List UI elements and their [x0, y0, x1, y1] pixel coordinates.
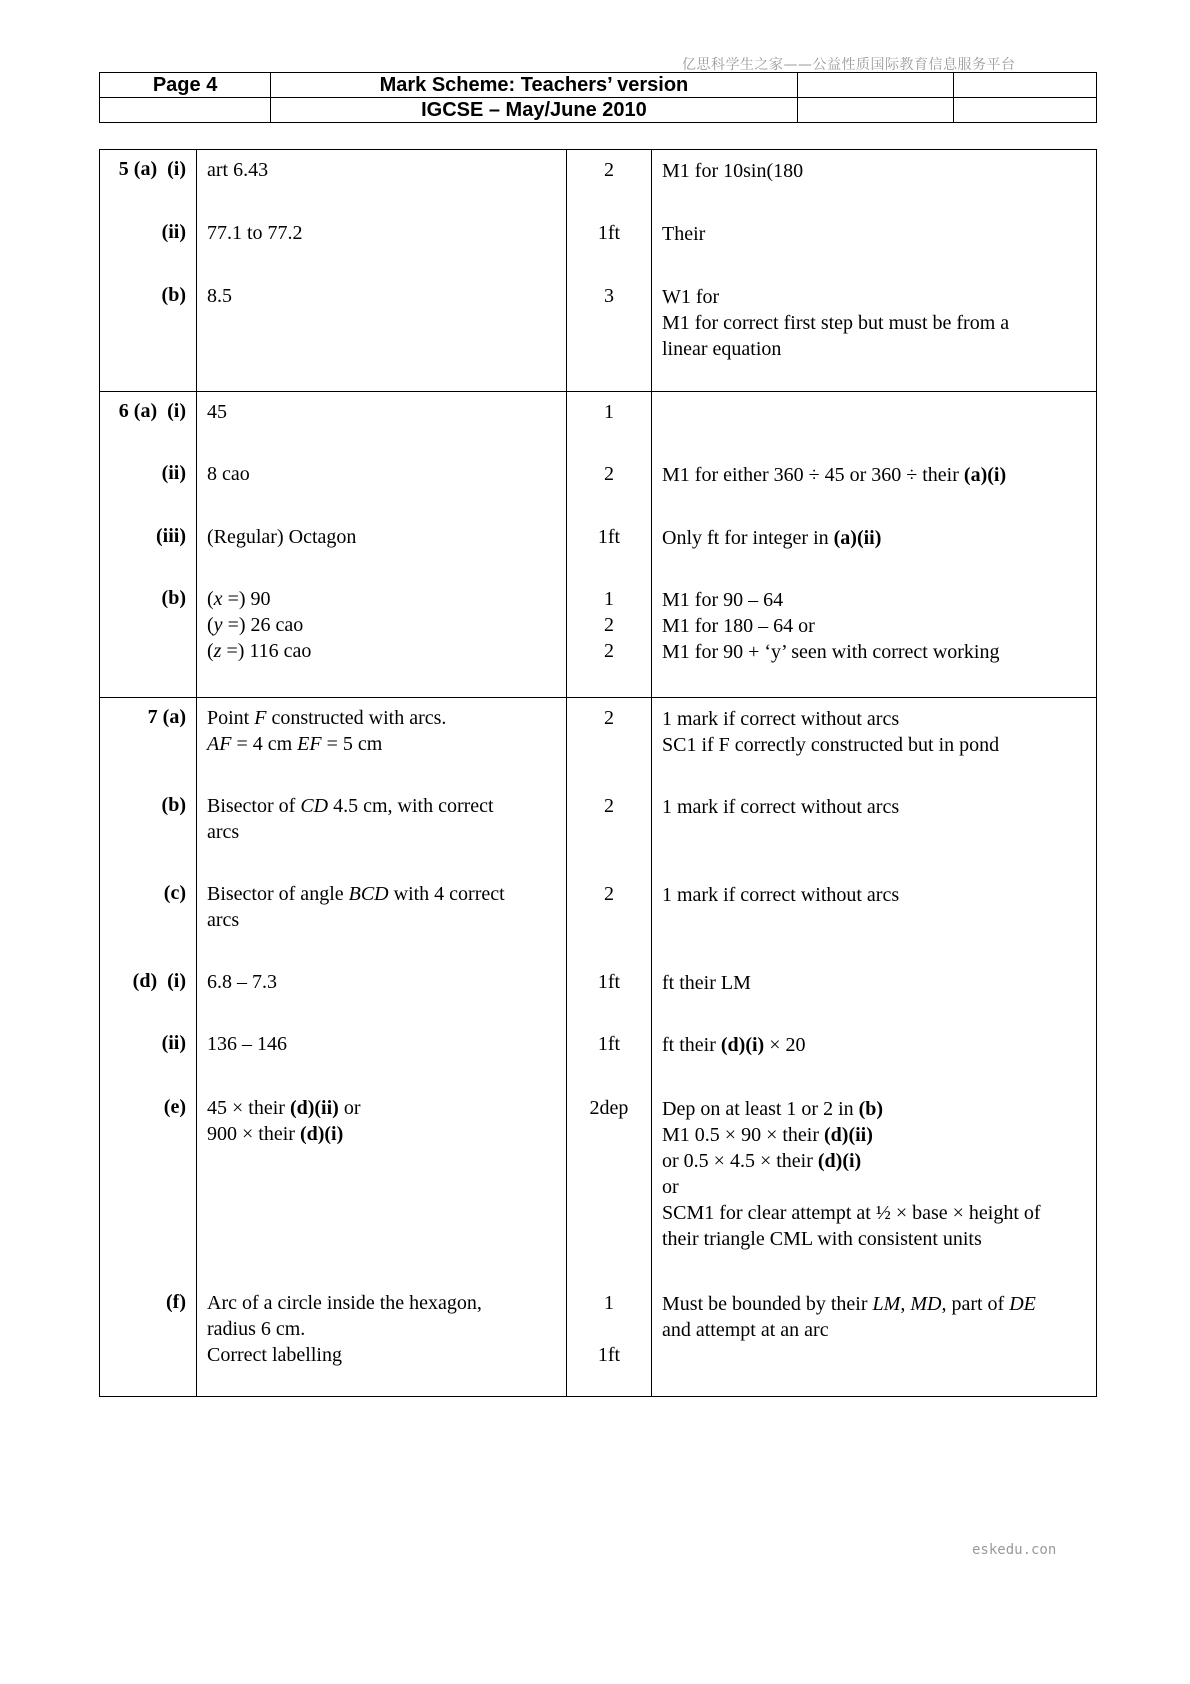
question-label-column	[100, 698, 197, 1397]
guidance-text: M1 for either 360 ÷ 45 or 360 ÷ their (a)(i)	[662, 464, 1007, 486]
marks-column	[567, 150, 652, 392]
answer-text: 136 – 146	[207, 1033, 287, 1055]
guidance-text: Must be bounded by their LM, MD, part of DE and attempt at an arc	[662, 1293, 1036, 1341]
question-label: (d) (i)	[132, 970, 186, 992]
header-blank-cell	[953, 98, 1096, 123]
question-label: (f)	[166, 1291, 186, 1313]
guidance-text: ft their LM	[662, 972, 751, 994]
guidance-text: 1 mark if correct without arcs	[662, 884, 900, 906]
question-label: (iii)	[156, 525, 186, 547]
mark-value: 2	[604, 883, 614, 905]
answer-column	[197, 392, 567, 698]
question-label: 5 (a) (i)	[118, 158, 186, 180]
mark-value: 1	[604, 401, 614, 423]
header-blank-cell	[100, 98, 271, 123]
guidance-text: Only ft for integer in (a)(ii)	[662, 527, 882, 549]
mark-value: 1	[604, 1292, 614, 1314]
header-title: Mark Scheme: Teachers’ version	[271, 73, 798, 98]
mark-value: 1ft	[597, 971, 621, 993]
answer-text: 77.1 to 77.2	[207, 222, 303, 244]
mark-value: 1 2 2	[604, 588, 614, 662]
answer-text: (Regular) Octagon	[207, 526, 357, 548]
guidance-text: Dep on at least 1 or 2 in (b) M1 0.5 × 90 × their (d)(ii) or 0.5 × 4.5 × their (d)(i) or SCM1 for clear attempt at ½ × base × height of their triangle CML with consistent units	[662, 1098, 1041, 1250]
mark-value: 1ft	[597, 222, 621, 244]
mark-value: 2	[604, 707, 614, 729]
guidance-text: Their	[662, 223, 706, 245]
mark-scheme-table	[99, 149, 1097, 1397]
answer-text: Arc of a circle inside the hexagon, radius 6 cm. Correct labelling	[207, 1292, 482, 1366]
guidance-line: M1 for correct first step but must be from a	[662, 312, 1010, 334]
header-blank-cell	[797, 73, 953, 98]
answer-text: 6.8 – 7.3	[207, 971, 277, 993]
guidance-text	[662, 587, 1090, 665]
question-label: (b)	[161, 587, 186, 609]
mark-value: 2	[604, 159, 614, 181]
answer-text: Bisector of angle BCD with 4 correct arcs	[207, 883, 505, 931]
header-blank-cell	[953, 73, 1096, 98]
answer-line: (y =) 26 cao	[207, 614, 304, 636]
guidance-text: 1 mark if correct without arcs	[662, 796, 900, 818]
answer-text: Point F constructed with arcs. AF = 4 cm EF = 5 cm	[207, 707, 447, 755]
mark-value: 2	[604, 463, 614, 485]
guidance-text: M1 for 10sin(180	[662, 160, 804, 182]
guidance-text	[662, 284, 1090, 362]
mark-value: 1ft	[597, 1344, 621, 1366]
answer-line: (x =) 90	[207, 588, 271, 610]
guidance-line: W1 for	[662, 286, 720, 308]
question-label-column	[100, 392, 197, 698]
answer-text: 8.5	[207, 285, 232, 307]
watermark-bottom: eskedu.con	[972, 1542, 1057, 1558]
mark-value: 1ft	[597, 526, 621, 548]
question-label: (c)	[163, 882, 186, 904]
guidance-line: M1 for 180 – 64 or	[662, 615, 815, 637]
question-label: (ii)	[161, 462, 186, 484]
guidance-column	[652, 392, 1097, 698]
guidance-line: M1 for 90 + ‘y’ seen with correct working	[662, 641, 1000, 663]
watermark-top: 亿思科学生之家——公益性质国际教育信息服务平台	[682, 57, 1016, 73]
header-subtitle: IGCSE – May/June 2010	[271, 98, 798, 123]
header-blank-cell	[797, 98, 953, 123]
question-6-group	[100, 392, 1097, 698]
mark-value: 2dep	[589, 1097, 629, 1119]
answer-column	[197, 698, 567, 1397]
question-5-group	[100, 150, 1097, 392]
question-label: 7 (a)	[147, 706, 186, 728]
question-label: (b)	[161, 794, 186, 816]
page-header-table	[99, 72, 1097, 123]
answer-text: Bisector of CD 4.5 cm, with correct arcs	[207, 795, 494, 843]
marks-column	[567, 392, 652, 698]
guidance-text: ft their (d)(i) × 20	[662, 1034, 806, 1056]
mark-value: 3	[604, 285, 614, 307]
question-label: (b)	[161, 284, 186, 306]
question-7-group	[100, 698, 1097, 1397]
question-label: (ii)	[161, 1032, 186, 1054]
answer-text: 8 cao	[207, 463, 250, 485]
guidance-line: linear equation	[662, 338, 782, 360]
question-label: 6 (a) (i)	[118, 400, 186, 422]
guidance-column	[652, 698, 1097, 1397]
question-label: (ii)	[161, 221, 186, 243]
guidance-line: M1 for 90 – 64	[662, 589, 784, 611]
answer-text: art 6.43	[207, 159, 269, 181]
answer-text: 45 × their (d)(ii) or 900 × their (d)(i)	[207, 1097, 361, 1145]
mark-value: 1ft	[597, 1033, 621, 1055]
answer-text	[207, 586, 558, 664]
question-label-column	[100, 150, 197, 392]
page-number: Page 4	[100, 73, 271, 98]
answer-line: (z =) 116 cao	[207, 640, 312, 662]
guidance-text: 1 mark if correct without arcs SC1 if F correctly constructed but in pond	[662, 708, 1000, 756]
guidance-column	[652, 150, 1097, 392]
question-label: (e)	[163, 1096, 186, 1118]
marks-column	[567, 698, 652, 1397]
answer-column	[197, 150, 567, 392]
answer-text: 45	[207, 401, 227, 423]
mark-value: 2	[604, 795, 614, 817]
